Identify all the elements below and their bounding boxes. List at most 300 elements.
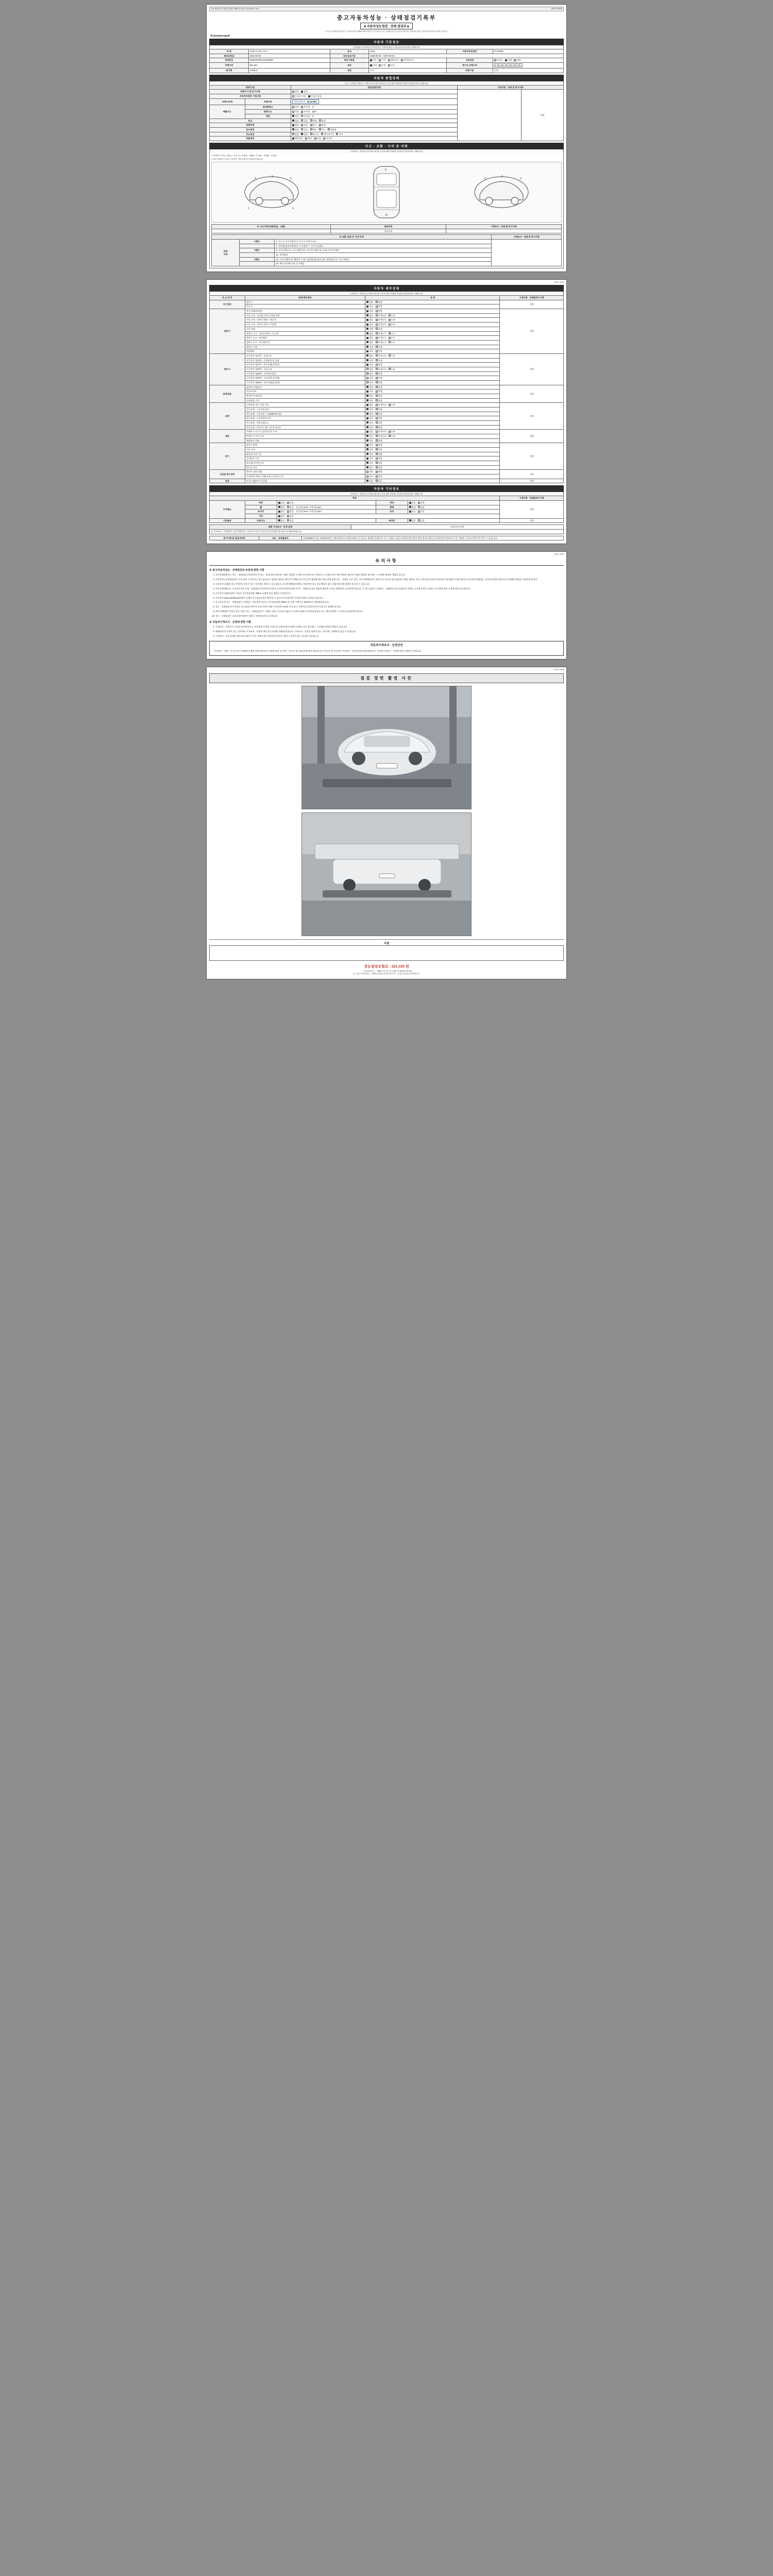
opt-none[interactable]: 없음 <box>278 515 285 518</box>
opt-leak[interactable]: 누유 <box>389 435 395 438</box>
item-label: 연료누출(LP가스포함) <box>245 479 365 483</box>
group-note: 적정 <box>500 443 564 470</box>
opt-exists[interactable]: 있음 <box>287 510 294 513</box>
opt-good[interactable]: 양호 <box>366 305 373 308</box>
table-row <box>210 353 564 358</box>
field-value: 2025-05-05 ~ 2027-05-04 <box>369 54 564 58</box>
item-options <box>365 300 500 304</box>
opt-none[interactable]: 없음 <box>366 480 373 483</box>
car-diagram-right-side-icon <box>470 164 532 221</box>
opt-good[interactable]: 양호 <box>366 399 373 402</box>
opt-none[interactable]: 없음 <box>366 332 373 335</box>
item-label: 내장 <box>376 501 408 505</box>
opt-leak[interactable]: 누유 <box>389 314 395 317</box>
list-item: 8. 성능 · 상태점검자가 작성한 성능점검기록부의 보증기간은 차량 인도일부터 30일 이상 또는 주행거리 2천킬로미터 이상으로 정해야 합니다. <box>215 605 564 608</box>
opt-good[interactable]: 양호 <box>366 453 373 456</box>
item-options <box>365 420 500 425</box>
list-item: 1. 가격조사 · 산정자가 사실과 상이하게 또는 부실하게 산정한 가격으로 인하여 매수인에게 손해를 끼친 경우에는 그 손해를 배상할 책임이 있습니다. <box>215 625 564 629</box>
item-label: 수동변속기(M/T) - 작동상태(공회전) <box>245 380 365 385</box>
opt-done[interactable]: 이행 <box>314 137 321 140</box>
field-label: 연식 <box>330 49 369 54</box>
opt-bad[interactable]: 불량 <box>376 390 382 393</box>
opt-exists[interactable]: 있음 <box>418 510 425 513</box>
opt-ok[interactable]: 적정 <box>292 106 299 109</box>
opt-slight[interactable]: 미세누유 <box>376 430 386 433</box>
legal-notice: ※ 이 성능상태점검기록부는 자동차관리법 제58조제1항에 따른 중고자동차 성능·상태점검자가 점검한 내용이며, 법령에서 정한 점검항목에 대하여 작성한 것입니다. <box>325 30 448 32</box>
row-label: 주행거리계 <box>210 98 245 105</box>
opt-good[interactable]: 양호 <box>366 439 373 443</box>
opt-applicable[interactable]: 해당 <box>305 137 312 140</box>
opt-good[interactable]: 양호 <box>366 413 373 416</box>
opt-none[interactable]: 없음 <box>409 501 416 504</box>
opt-bad[interactable]: 불량 <box>376 466 382 469</box>
item-options <box>408 510 500 514</box>
color-other[interactable]: 기타 <box>388 64 395 67</box>
opt-bad[interactable]: 불량 <box>376 470 382 473</box>
item-label: 냉각수 누수 - 워터펌프 <box>245 336 365 341</box>
opt-none[interactable]: 없음 <box>278 519 285 522</box>
rank-items: 18. 패키지트레이 19. 루프레일 <box>275 262 492 266</box>
item-options <box>365 416 500 421</box>
opt-exists[interactable]: 있음 <box>301 128 308 131</box>
item-options <box>277 510 376 514</box>
col-header-item: 항목/구분 <box>210 85 291 90</box>
tire-rear: 운전석( )mm / 동반석( )mm <box>296 510 322 513</box>
status-value: 적정 <box>521 90 563 141</box>
item-label: 추진축 및 베어링 <box>245 394 365 398</box>
opt-adequate[interactable]: 적정 <box>366 328 373 331</box>
opt-exists[interactable]: 있음 <box>287 519 294 522</box>
opt-bad[interactable]: 불량 <box>376 395 382 398</box>
item-options <box>365 412 500 416</box>
item-label: 자동변속기(A/T) - 오일누유 <box>245 353 365 358</box>
item-options <box>365 345 500 349</box>
opt-bad[interactable]: 불량 <box>376 372 382 376</box>
opt-legal[interactable]: 적법 <box>310 120 317 123</box>
opt-slight[interactable]: 미세누유 <box>376 354 386 358</box>
group-note: 적정 <box>500 353 564 385</box>
table-header-row <box>212 235 562 240</box>
group-label: 기본품목 <box>210 518 245 523</box>
item-label: 타이어 <box>245 510 277 514</box>
opt-exists[interactable]: 있음 <box>301 120 308 123</box>
page-indicator: (3쪽중 제3쪽) <box>553 553 564 556</box>
opt-no[interactable]: 없음 <box>301 90 308 93</box>
opt-good[interactable]: 양호 <box>366 408 373 411</box>
table-row <box>210 470 564 474</box>
section-accident-note: (기재조사 · 상태 및 특기사항은 확인한 근거에 의해 기재하며, 점검항목 결과에 따라 기재합니다) <box>209 149 564 153</box>
item-label: 작동상태 - 스티어링조인트 <box>245 416 365 421</box>
opt-bad[interactable]: 불량 <box>376 453 382 456</box>
opt-slight[interactable]: 미세누유 <box>376 435 386 438</box>
opt-slight[interactable]: 미세누수 <box>376 332 386 335</box>
opt-leak[interactable]: 누유 <box>389 354 395 358</box>
opt-leak[interactable]: 누유 <box>389 318 395 321</box>
rank-items: 8. 프론트패널 9. 크로스멤버 10. 인사이드패널 11. 트렁크플로어패널 <box>275 248 492 253</box>
opt-none[interactable]: 없음 <box>278 506 285 509</box>
opt-good[interactable]: 양호 <box>366 372 373 376</box>
opt-bad[interactable]: 불량 <box>376 457 382 460</box>
list-item: 1. 자동차매매업자는 성능 · 상태점검기록부(자동차 성능 · 상태 점검 제도에 기재한 내용을 고지하지 아니하거나 거짓으로 고지함으로써 매수인에게 재산상 손해를 발생한 경우에는 그 손해를 배상할 책임을 집니다. <box>215 573 564 577</box>
item-label: 수동변속기(M/T) - 기어변속장치 <box>245 371 365 376</box>
item-options <box>365 398 500 403</box>
group-label: 고전원 전기장치 <box>210 470 245 479</box>
rank-label: 1랭크 <box>240 240 275 244</box>
opt-exists[interactable]: 있음 <box>418 519 425 522</box>
mileage-label: 현재 과주기 : <box>294 100 307 103</box>
field-value: 2016-06-05 <box>248 54 330 58</box>
opt-good[interactable]: 양호 <box>366 421 373 425</box>
rank-items: 5. 쿼터패널(리어펜더) 6. 루프패널 7. 사이드실패널 <box>275 244 492 248</box>
item-options <box>277 501 376 505</box>
accident-value <box>212 229 331 233</box>
rank-label: 2랭크 <box>240 248 275 253</box>
row-options <box>291 110 457 114</box>
opt-leak[interactable]: 누유 <box>389 323 395 326</box>
row-label: 배출가스 <box>210 105 245 118</box>
item-label: 브레이크 마스터 실린더오일 누유 <box>245 430 365 434</box>
opt-good[interactable]: 양호 <box>366 350 373 353</box>
row-label: 전체이사 및 특기사항 <box>210 90 291 94</box>
digit: 0 <box>515 63 518 67</box>
item-label: 오일 유량 <box>245 327 365 331</box>
item-options <box>365 323 500 327</box>
opt-none[interactable]: 없음 <box>366 318 373 321</box>
footer-line-1: 「 자동차관리법 」 제58조 및 같은 법 시행규칙 제120조에 따라 <box>361 970 412 972</box>
opt-bad[interactable]: 불량 <box>376 421 382 425</box>
page-indicator: (3쪽중 제2쪽) <box>553 281 564 284</box>
item-label: 실내송풍 모터 <box>245 456 365 461</box>
opt-slight[interactable]: 미세누유 <box>376 368 386 371</box>
svg-text:6: 6 <box>272 175 273 179</box>
opt-ok[interactable]: 적정 <box>292 110 299 113</box>
car-diagram-top-view-icon <box>358 163 415 221</box>
opt-fire[interactable]: 화재 <box>319 124 326 127</box>
opt-commercial[interactable]: 영업용 <box>328 128 337 131</box>
opt-bad[interactable]: 부적정 <box>301 106 310 109</box>
digit: 0 <box>502 63 506 67</box>
opt-bad[interactable]: 불량 <box>376 350 382 353</box>
fuel-gasoline[interactable]: 가솔린 <box>494 59 503 62</box>
field-label: 검사유효기간 <box>330 54 369 58</box>
notice-title: 유의사항 <box>209 558 564 566</box>
document-pages <box>0 0 773 991</box>
item-options <box>365 331 500 336</box>
note-cell <box>457 90 521 141</box>
opt-bad[interactable]: 불량 <box>376 439 382 443</box>
opt-leak[interactable]: 누수 <box>389 341 395 344</box>
car-diagrams <box>211 162 562 223</box>
opt-none[interactable]: 없음 <box>409 519 416 522</box>
item-options <box>365 358 500 363</box>
opt-good[interactable]: 양호 <box>366 417 373 420</box>
opt-none[interactable]: 없음 <box>292 120 299 123</box>
opt-exists[interactable]: 있음 <box>287 506 294 509</box>
opt-none[interactable]: 없음 <box>366 368 373 371</box>
item-label: 윈도우 모터 <box>245 465 365 470</box>
opt-good[interactable]: 양호 <box>366 301 373 304</box>
opt-yes[interactable]: 있음 <box>292 90 299 93</box>
opt-good[interactable]: 양호 <box>366 466 373 469</box>
opt-bad[interactable]: 불량 <box>376 426 382 429</box>
opt-low[interactable]: 부족 <box>376 328 382 331</box>
color-two-tone[interactable]: 투톤 <box>379 64 385 67</box>
opt-good[interactable]: 양호 <box>366 426 373 429</box>
opt-good[interactable]: 양호 <box>366 363 373 366</box>
mileage-value: 34,127km <box>307 100 317 103</box>
opt-leak[interactable]: 누수 <box>389 336 395 340</box>
item-label: 브레이크 <box>245 518 277 523</box>
opt-leak[interactable]: 누수 <box>389 332 395 335</box>
item-options <box>365 407 500 412</box>
opt-low[interactable]: 부족 <box>376 377 382 380</box>
form-reference: 자동차관리법 시행규칙 [별지 제82호서식] <개정 2021.1.15.> <box>211 8 260 10</box>
opt-none[interactable]: 없음 <box>409 510 416 513</box>
opt-none[interactable]: 없음 <box>366 354 373 358</box>
price-label: 최종 가격조사 · 산정 금액 <box>210 525 351 530</box>
opt-same[interactable]: 사실과 같음 <box>308 95 322 98</box>
opt-bad[interactable]: 불량 <box>376 413 382 416</box>
option-cvt[interactable]: 무단변속기 <box>401 59 414 62</box>
opt-good[interactable]: 양호 <box>366 462 373 465</box>
opt-bad[interactable]: 불량 <box>376 448 382 451</box>
smoke-value: % <box>312 114 314 117</box>
opt-slight[interactable]: 미세누수 <box>376 336 386 340</box>
row-label: 자동차등록증 기재사항 <box>210 94 291 99</box>
opt-adequate[interactable]: 적정 <box>366 359 373 362</box>
opt-none[interactable]: 없음 <box>292 133 299 136</box>
opt-exists[interactable]: 있음 <box>418 506 425 509</box>
fuel-diesel[interactable]: 디젤 <box>505 59 512 62</box>
notice-section-1-heading: ※ 중고자동차성능 · 상태점검의 보증에 관한 사항 <box>209 569 264 572</box>
item-label: 자동변속기(A/T) - 오일유량 및 상태 <box>245 358 365 363</box>
col-outer-panel: 외판부위 <box>330 225 446 229</box>
opt-bad[interactable]: 불량 <box>376 386 382 389</box>
item-options <box>277 514 500 519</box>
option-auto[interactable]: 자동 <box>370 59 377 62</box>
col-other-item: 항목 <box>210 496 500 501</box>
item-options <box>365 456 500 461</box>
opt-bad[interactable]: 불량 <box>376 475 382 478</box>
opt-good[interactable]: 양호 <box>366 390 373 393</box>
field-value: WDD4F0FDGGF225561 <box>248 58 330 63</box>
opt-leak[interactable]: 누유 <box>389 403 395 406</box>
opt-bad[interactable]: 불량 <box>376 417 382 420</box>
item-options <box>365 336 500 341</box>
opt-slight[interactable]: 미세누유 <box>376 314 386 317</box>
field-value: 5 인 <box>369 69 447 73</box>
field-label: 차대번호 <box>210 58 249 63</box>
opt-none[interactable]: 없음 <box>409 506 416 509</box>
col-accident-history: ※ 사고이력 (외판/판금 · 교환) <box>212 225 331 229</box>
final-price-table <box>209 524 564 534</box>
svg-text:5: 5 <box>290 177 292 181</box>
group-label: 수리필요 <box>210 501 245 519</box>
row-options <box>291 127 457 132</box>
opt-none[interactable]: 없음 <box>366 323 373 326</box>
col-other-note: 기재사항 · 상태및특기사항 <box>500 496 564 501</box>
opt-bad[interactable]: 부적정 <box>301 115 310 118</box>
opt-bad[interactable]: 불량 <box>376 444 382 447</box>
opt-navigation[interactable]: 내비게이션 <box>321 133 334 136</box>
opt-exists[interactable]: 있음 <box>418 501 425 504</box>
table-row <box>210 430 564 434</box>
page-indicator: (3쪽중 제3쪽) <box>553 668 564 671</box>
item-label: 동력조향 작동 오일 누유 <box>245 403 365 408</box>
opt-low[interactable]: 부족 <box>376 346 382 349</box>
opt-not-applicable[interactable]: 해당없음 <box>292 137 303 140</box>
opt-good[interactable]: 양호 <box>366 381 373 384</box>
opt-illegal[interactable]: 불법 <box>319 120 326 123</box>
opt-adequate[interactable]: 적정 <box>366 346 373 349</box>
opt-sunroof[interactable]: 썬루프 <box>310 133 319 136</box>
opt-good[interactable]: 양호 <box>366 386 373 389</box>
row-options <box>291 114 457 118</box>
field-value <box>493 58 563 63</box>
rank-table <box>211 234 562 266</box>
opt-none[interactable]: 없음 <box>278 510 285 513</box>
item-options <box>277 505 376 510</box>
group-label: 동력전달 <box>210 385 245 403</box>
row-sublabel: 일산화탄소 <box>245 105 291 110</box>
opt-slight[interactable]: 미세누유 <box>376 318 386 321</box>
page-4 <box>206 667 567 980</box>
list-item: 6. 자동차의 www.car365.go.kr에서 상세한 성능점검기록을 확인할 수 있으며 보증에 관한 자세한 내용은 다음과 같습니다. <box>215 597 564 600</box>
item-options <box>365 434 500 438</box>
group-note: 적정 <box>500 518 564 523</box>
opt-exists[interactable]: 있음 <box>301 124 308 127</box>
opt-good[interactable]: 양호 <box>366 470 373 473</box>
opt-exists[interactable]: 있음 <box>376 480 382 483</box>
opt-good[interactable]: 양호 <box>366 310 373 313</box>
page-subtitle: ■ 자동차성능점검 · 상태 점검부 ■ <box>360 23 412 29</box>
detail-condition-table <box>209 295 564 483</box>
opt-none[interactable]: 없음 <box>292 124 299 127</box>
option-manual[interactable]: 수동 <box>379 59 385 62</box>
table-row <box>210 501 564 505</box>
section-other-header: 자동차 기타정보 <box>209 485 564 492</box>
group-note: 적정 <box>500 385 564 403</box>
opt-bad[interactable]: 불량 <box>376 301 382 304</box>
opt-none[interactable]: 없음 <box>366 336 373 340</box>
opt-bad[interactable]: 불량 <box>376 305 382 308</box>
item-label: 작동상태(공회전) <box>245 309 365 314</box>
opt-flood[interactable]: 침수 <box>310 124 317 127</box>
opt-low[interactable]: 부족 <box>376 359 382 362</box>
item-options <box>365 304 500 309</box>
opt-bad[interactable]: 불량 <box>376 381 382 384</box>
opt-lease[interactable]: 리스 <box>319 128 326 131</box>
opt-none[interactable]: 없음 <box>366 314 373 317</box>
item-options <box>365 403 500 408</box>
item-label: 변속기 <box>245 304 365 309</box>
opt-bad[interactable]: 불량 <box>376 363 382 366</box>
group-note: 적정 <box>500 470 564 479</box>
item-options <box>365 452 500 456</box>
rank-note-header: 기재조사 · 상태 및 특기사항 <box>492 235 562 240</box>
opt-exists[interactable]: 있음 <box>287 515 294 518</box>
fuel-lpg[interactable]: LPG <box>514 59 520 62</box>
opt-adequate[interactable]: 적정 <box>366 377 373 380</box>
item-label: 수동변속기(M/T) - 오일유량 및 상태 <box>245 376 365 381</box>
opt-not-done[interactable]: 미이행 <box>323 137 332 140</box>
digit: 0 <box>511 63 514 67</box>
col-header-content: 점검내용/상태 <box>291 85 457 90</box>
opt-good[interactable]: 양호 <box>366 395 373 398</box>
opt-slight[interactable]: 미세누유 <box>376 403 386 406</box>
opt-slight[interactable]: 미세누유 <box>376 323 386 326</box>
row-options <box>291 123 457 128</box>
field-value: 651 921 <box>248 63 330 69</box>
item-options <box>365 465 500 470</box>
opt-none[interactable]: 없음 <box>366 435 373 438</box>
rank-items: 13. 사이드멤버 14. 휠하우스 15. 필러패널(A,B,C) 16. 대쉬패널 17. 플로어패널 <box>275 257 492 262</box>
option-semi[interactable]: 세미오토 <box>388 59 399 62</box>
rank-label <box>240 253 275 258</box>
opt-good[interactable]: 양호 <box>366 448 373 451</box>
opt-bad[interactable]: 부적정 <box>301 110 310 113</box>
table-row <box>210 49 564 54</box>
section-other-note: (기재조사 · 상태 및 특기사항은 확인한 근거에 의해 기재하며, 점검항목 결과에 따라 기재합니다) <box>209 492 564 496</box>
opt-exists[interactable]: 있음 <box>287 501 294 504</box>
group-label: 변속기 <box>210 353 245 385</box>
opt-rent[interactable]: 렌트 <box>310 128 317 131</box>
item-options <box>365 447 500 452</box>
opt-none[interactable]: 없음 <box>366 430 373 433</box>
table-row <box>210 518 564 523</box>
opt-none[interactable]: 없음 <box>292 128 299 131</box>
item-options <box>365 385 500 389</box>
item-label: 라디에이터 팬 모터 <box>245 461 365 465</box>
opt-etc[interactable]: 기타 <box>336 133 343 136</box>
opt-bad[interactable]: 불량 <box>376 462 382 465</box>
opt-ok[interactable]: 적정 <box>292 115 299 118</box>
opt-slight[interactable]: 미세누수 <box>376 341 386 344</box>
rank-note-value <box>492 240 562 266</box>
opt-leak[interactable]: 누유 <box>389 368 395 371</box>
hc-value: ppm <box>312 110 316 113</box>
signature-area[interactable] <box>209 945 564 961</box>
table-row <box>212 240 562 244</box>
col-subitem: 항목/세부항목 <box>245 296 365 300</box>
opt-none[interactable]: 없음 <box>278 501 285 504</box>
opt-bad[interactable]: 불량 <box>376 399 382 402</box>
row-label: 주요옵션 <box>210 132 291 137</box>
opt-bad[interactable]: 불량 <box>376 408 382 411</box>
item-options <box>365 394 500 398</box>
opt-differs[interactable]: 사실과 다름 <box>292 95 306 98</box>
opt-good[interactable]: 양호 <box>366 457 373 460</box>
opt-none[interactable]: 없음 <box>366 341 373 344</box>
list-item: 3. 자동차의 실제와 성능기록부상 차이가 있는 경우에는 매도인, 성능점검자, 자동차매매업자에게 고지하여야 하고 보증책임이 있는 보험사업자에 대하여 청구할 수 있습니다. <box>215 583 564 586</box>
opt-none[interactable]: 없음 <box>366 403 373 406</box>
opt-bad[interactable]: 불량 <box>376 310 382 313</box>
opt-leak[interactable]: 누유 <box>389 430 395 433</box>
item-options <box>365 479 500 483</box>
table-row <box>210 530 564 534</box>
group-note: 적정 <box>500 501 564 519</box>
color-single[interactable]: 단일 <box>370 64 377 67</box>
photo-section-title: 점검 장면 촬영 사진 <box>209 673 564 683</box>
col-main-device: 주 요 장 치 <box>210 296 245 300</box>
item-options <box>365 327 500 331</box>
field-value: 2016 <box>369 49 447 54</box>
item-options <box>365 371 500 376</box>
item-options <box>365 313 500 318</box>
opt-good[interactable]: 양호 <box>366 444 373 447</box>
opt-good[interactable]: 양호 <box>366 475 373 478</box>
opt-exists[interactable]: 있음 <box>301 133 308 136</box>
